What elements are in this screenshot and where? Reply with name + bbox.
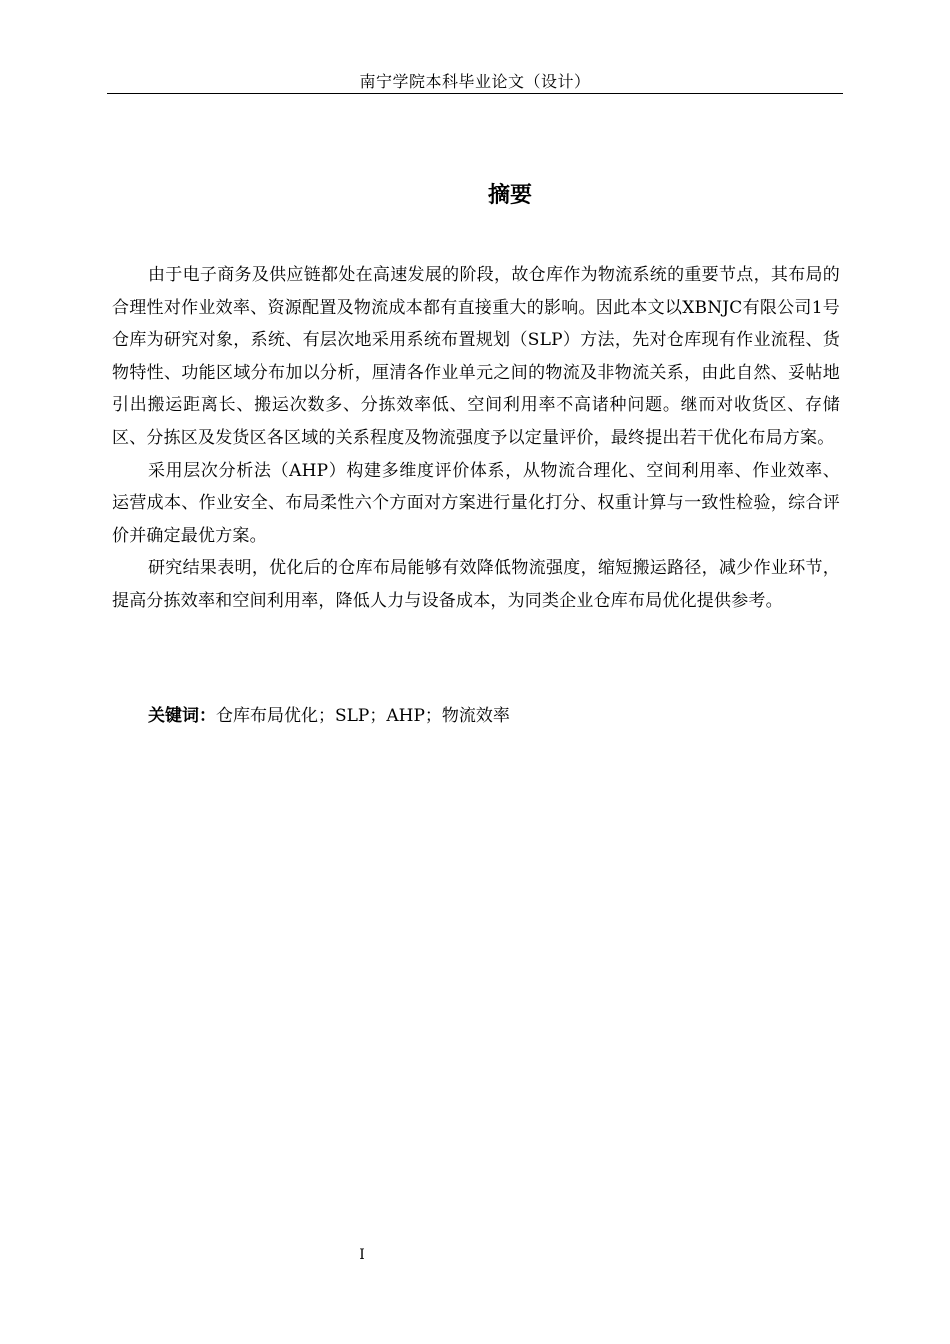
abstract-paragraph: 由于电子商务及供应链都处在高速发展的阶段，故仓库作为物流系统的重要节点，其布局的合理性对作业效率、资源配置及物流成本都有直接重大的影响。因此本文以XBNJC有限公司1号仓库为研究对象，系统、有层次地采用系统布置规划（SLP）方法，先对仓库现有作业流程、货物特性、功能区域分布加以分析，厘清各作业单元之间的物流及非物流关系，由此自然、妥帖地引出搬运距离长、搬运次数多、分拣效率低、空间利用率不高诸种问题。继而对收货区、存储区、分拣区及发货区各区域的关系程度及物流强度予以定量评价，最终提出若干优化布局方案。 — [112, 265, 840, 448]
abstract-body — [112, 259, 840, 618]
keywords-label: 关键词： — [148, 706, 216, 726]
abstract-paragraph: 研究结果表明，优化后的仓库布局能够有效降低物流强度，缩短搬运路径，减少作业环节，提高分拣效率和空间利用率，降低人力与设备成本，为同类企业仓库布局优化提供参考。 — [112, 558, 840, 611]
abstract-title: 摘要 — [487, 183, 532, 208]
keywords-text: 仓库布局优化；SLP；AHP；物流效率 — [216, 706, 510, 726]
page-header: 南宁学院本科毕业论文（设计） — [359, 72, 591, 91]
abstract-paragraph: 采用层次分析法（AHP）构建多维度评价体系，从物流合理化、空间利用率、作业效率、运营成本、作业安全、布局柔性六个方面对方案进行量化打分、权重计算与一致性检验，综合评价并确定最优方案。 — [112, 460, 840, 546]
header-rule — [107, 93, 843, 94]
page-number: I — [359, 1247, 365, 1263]
keywords-line — [148, 700, 838, 732]
